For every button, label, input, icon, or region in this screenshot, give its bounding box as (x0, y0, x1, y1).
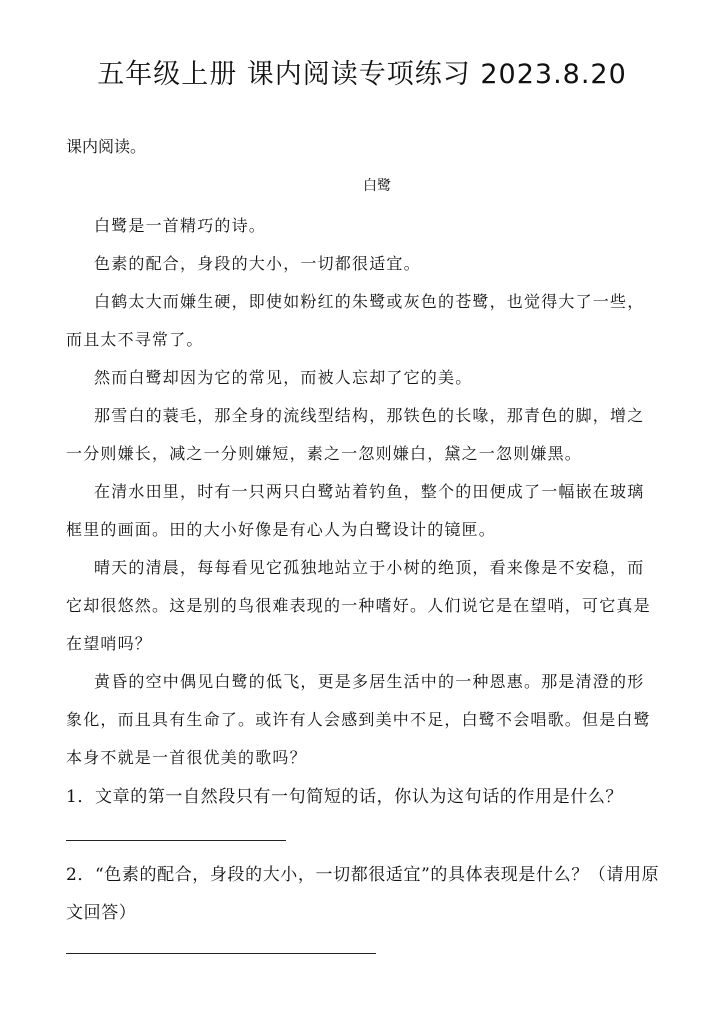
paragraph: 晴天的清晨，每每看见它孤独地站立于小树的绝顶，看来像是不安稳，而它却很悠然。这是别的鸟很难表现的一种嗜好。人们说它是在望哨，可它真是在望哨吗？ (66, 558, 651, 653)
paragraph: 白鹭是一首精巧的诗。 (94, 216, 267, 235)
paragraph: 白鹤太大而嫌生硬，即使如粉红的朱鹭或灰色的苍鹭，也觉得大了一些，而且太不寻常了。 (66, 292, 645, 349)
paragraph: 黄昏的空中偶见白鹭的低飞，更是多居生活中的一种恩惠。那是清澄的形象化，而且具有生命了。或许有人会感到美中不足，白鹭不会唱歌。但是白鹭本身不就是一首很优美的歌吗？ (66, 672, 651, 767)
question-2: 2．“色素的配合，身段的大小，一切都很适宜”的具体表现是什么？（请用原文回答） (66, 865, 660, 923)
answer-line-1[interactable] (66, 840, 286, 841)
section-intro: 课内阅读。 (66, 137, 147, 156)
question-1: 1．文章的第一自然段只有一句简短的话，你认为这句话的作用是什么？ (66, 787, 624, 807)
paragraph: 那雪白的蓑毛，那全身的流线型结构，那铁色的长喙，那青色的脚，增之一分则嫌长，减之一分则嫌短，素之一忽则嫌白，黛之一忽则嫌黑。 (66, 406, 645, 463)
answer-line-2[interactable] (66, 953, 376, 954)
paragraph: 然而白鹭却因为它的常见，而被人忘却了它的美。 (94, 368, 473, 387)
page-title: 五年级上册 课内阅读专项练习 2023.8.20 (97, 59, 627, 90)
passage-title: 白鹭 (363, 178, 391, 194)
paragraph: 色素的配合，身段的大小，一切都很适宜。 (94, 254, 421, 273)
paragraph: 在清水田里，时有一只两只白鹭站着钓鱼，整个的田便成了一幅嵌在玻璃框里的画面。田的大小好像是有心人为白鹭设计的镜匣。 (66, 482, 645, 539)
